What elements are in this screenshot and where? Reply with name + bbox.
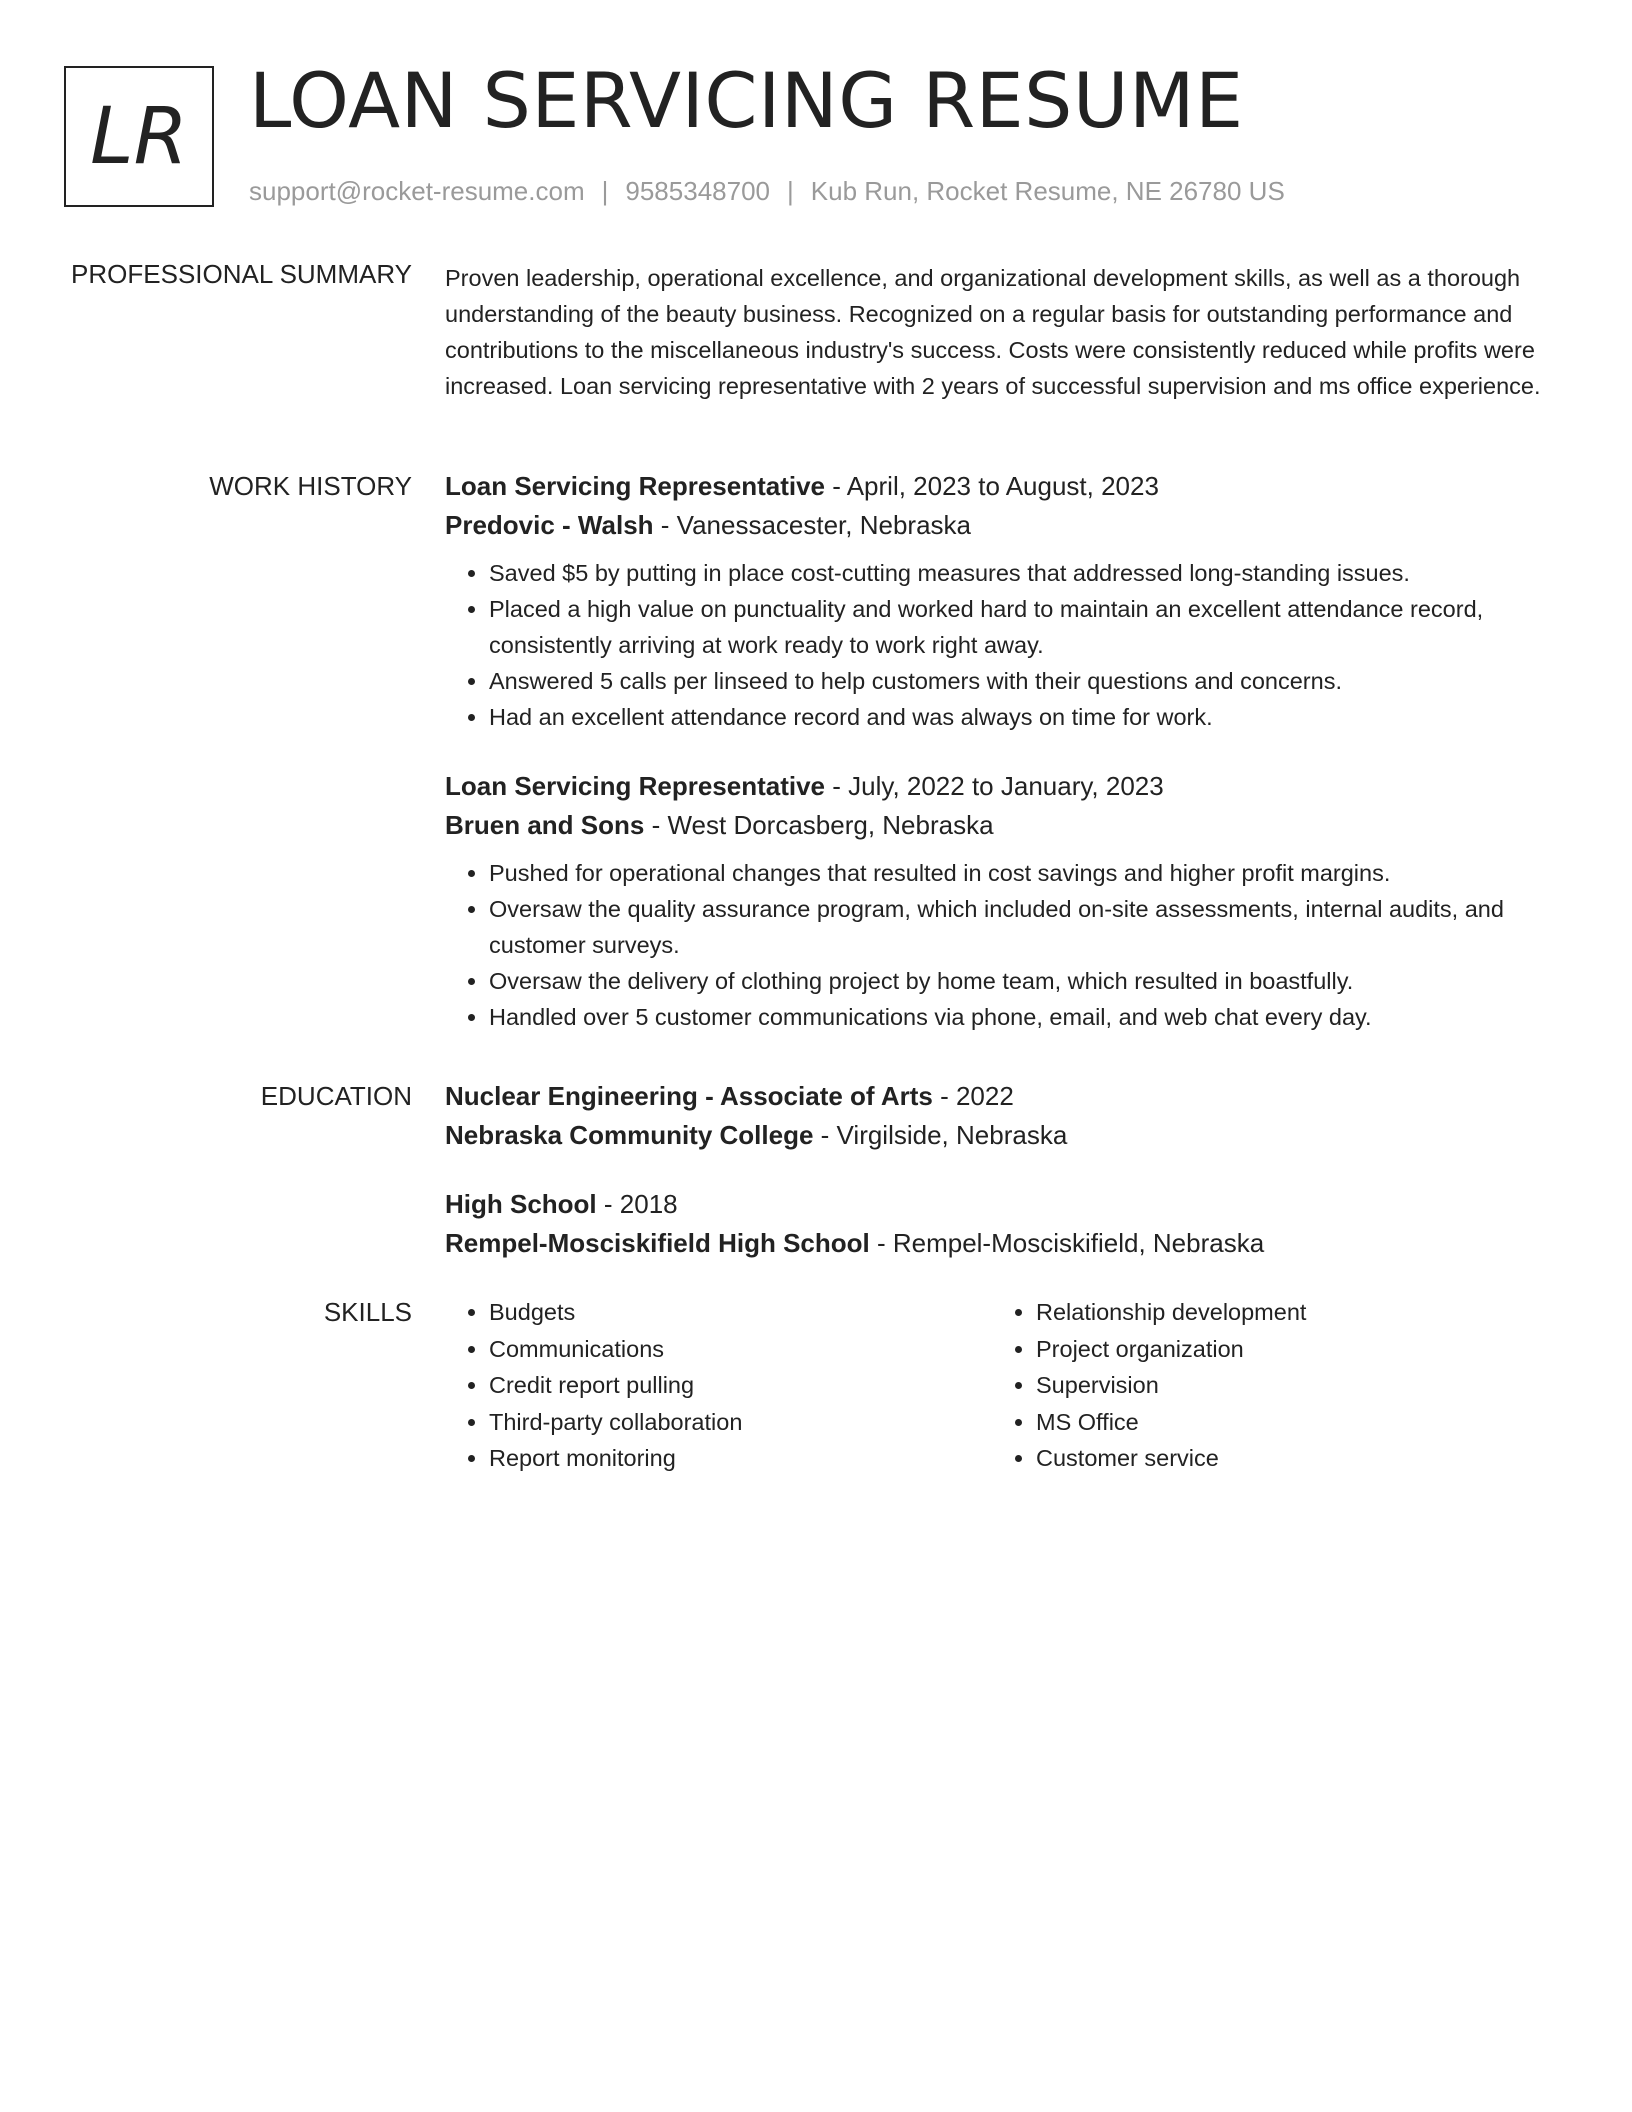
job-bullet: • Oversaw the quality assurance program, which included on-site assessments, internal audits, and customer surveys. [489,891,1565,963]
job-company-line [445,506,1565,545]
section-body [445,260,1565,404]
education-school: Rempel-Mosciskifield High School [445,1228,870,1258]
skill-item: • MS Office [1036,1404,1539,1441]
skill-item: • Project organization [1036,1331,1539,1368]
education-degree-line [445,1185,1565,1224]
education-year: - 2022 [932,1081,1014,1111]
section-body [445,467,1565,1035]
education-school: Nebraska Community College [445,1120,814,1150]
section-label: WORK HISTORY [209,471,412,501]
education-location: - Virgilside, Nebraska [813,1120,1068,1150]
contact-address: Kub Run, Rocket Resume, NE 26780 US [810,176,1285,206]
contact-phone: 9585348700 [625,176,770,206]
job-bullet: • Handled over 5 customer communications via phone, email, and web chat every day. [489,999,1565,1035]
job-bullet: • Pushed for operational changes that resulted in cost savings and higher profit margins. [489,855,1565,891]
job-entry [445,767,1565,1035]
skill-item: • Relationship development [1036,1294,1539,1331]
skill-item: • Communications [489,1331,992,1368]
job-bullet: • Placed a high value on punctuality and worked hard to maintain an excellent attendance record, consistently arriving at work ready to work right away. [489,591,1565,663]
contact-line [249,174,1285,208]
job-bullet: • Oversaw the delivery of clothing project by home team, which resulted in boastfully. [489,963,1565,999]
resume-title: LOAN SERVICING RESUME [249,56,1244,145]
job-title: Loan Servicing Representative [445,771,826,801]
education-entry [445,1077,1565,1155]
skill-item: • Supervision [1036,1367,1539,1404]
job-company-line [445,806,1565,845]
education-school-line [445,1224,1565,1263]
job-bullet: • Answered 5 calls per linseed to help customers with their questions and concerns. [489,663,1565,699]
contact-separator: | [601,176,609,206]
skill-item: • Budgets [489,1294,992,1331]
job-company: Predovic - Walsh [445,510,654,540]
job-bullets [445,555,1565,735]
section-label: EDUCATION [260,1081,412,1111]
contact-separator: | [787,176,794,206]
job-bullet: • Had an excellent attendance record and was always on time for work. [489,699,1565,735]
education-school-line [445,1116,1565,1155]
education-degree: Nuclear Engineering - Associate of Arts [445,1081,933,1111]
job-bullet: • Saved $5 by putting in place cost-cutting measures that addressed long-standing issues. [489,555,1565,591]
job-dates: - July, 2022 to January, 2023 [825,771,1164,801]
job-dates: - April, 2023 to August, 2023 [825,471,1159,501]
section-label: PROFESSIONAL SUMMARY [71,259,412,289]
section-body [445,1077,1565,1263]
skill-item: • Credit report pulling [489,1367,992,1404]
skill-item: • Customer service [1036,1440,1539,1477]
job-company: Bruen and Sons [445,810,645,840]
job-location: - West Dorcasberg, Nebraska [644,810,994,840]
skill-item: • Report monitoring [489,1440,992,1477]
job-entry [445,467,1565,735]
summary-text: Proven leadership, operational excellence, and organizational development skills, as well as a thorough understanding of the beauty business. Recognized on a regular basis for outstanding performance and contributions to the miscellaneous industry's success. Costs were consistently reduced while profits were increased. Loan servicing representative with 2 years of successful supervision and ms office experience. [445,265,1541,399]
section-body [445,1294,1565,1477]
skills-column-right [992,1294,1539,1477]
education-location: - Rempel-Mosciskifield, Nebraska [869,1228,1265,1258]
skill-item: • Third-party collaboration [489,1404,992,1441]
job-title-line [445,467,1565,506]
education-year: - 2018 [596,1189,678,1219]
contact-email: support@rocket-resume.com [249,176,585,206]
job-location: - Vanessacester, Nebraska [653,510,971,540]
education-degree: High School [445,1189,597,1219]
skills-grid [445,1294,1565,1477]
education-entry [445,1185,1565,1263]
job-title-line [445,767,1565,806]
education-degree-line [445,1077,1565,1116]
job-title: Loan Servicing Representative [445,471,826,501]
section-label: SKILLS [323,1297,412,1327]
job-bullets [445,855,1565,1035]
monogram-logo: LR [64,66,214,207]
skills-column-left [445,1294,992,1477]
